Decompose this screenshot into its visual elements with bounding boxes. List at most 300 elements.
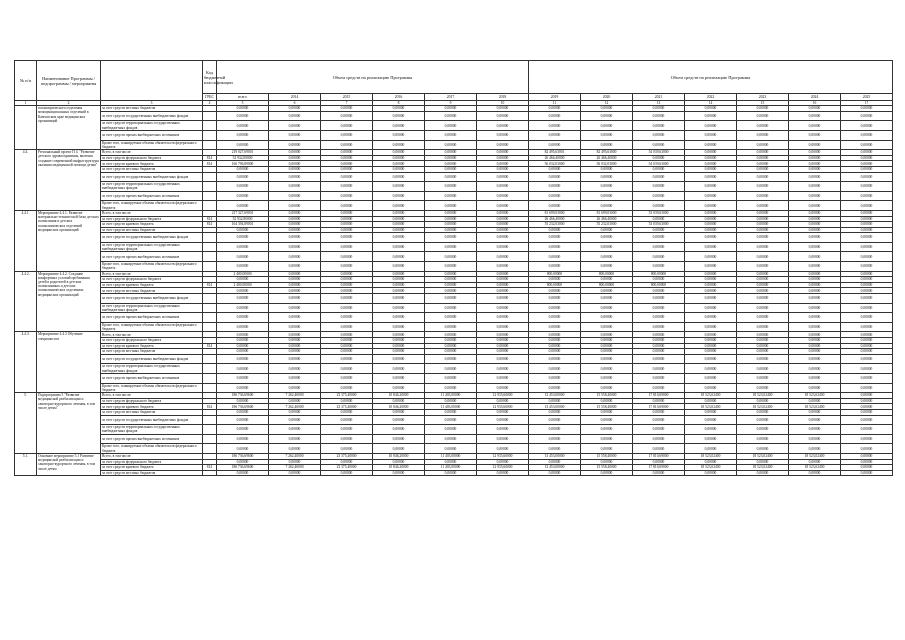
row-value: 0,00000 (373, 434, 425, 444)
header-total: всего (217, 94, 269, 101)
row-value: 56 032,03000 (529, 161, 581, 167)
row-value: 0,00000 (581, 364, 633, 374)
row-value: 11 403,00000 (425, 453, 477, 459)
row-value: 0,00000 (685, 130, 737, 140)
row-value: 0,00000 (685, 227, 737, 233)
row-program-name: Мероприятие 4.4.1. Развитие материально-технической базы детских поликлиник и детских поликлинических отделений медицинских организаций (37, 210, 101, 271)
row-value: 0,00000 (425, 332, 477, 338)
row-value: 0,00000 (269, 227, 321, 233)
row-value: 0,00000 (425, 155, 477, 161)
row-value: 0,00000 (529, 252, 581, 262)
row-value: 0,00000 (217, 262, 269, 272)
row-value: 0,00000 (217, 338, 269, 344)
row-value: 0,00000 (685, 282, 737, 288)
row-value: 0,00000 (269, 434, 321, 444)
row-value: 0,00000 (737, 364, 789, 374)
row-funding-source: за счет средств местных бюджетов (101, 288, 203, 294)
row-value: 0,00000 (373, 262, 425, 272)
row-value: 0,00000 (789, 121, 841, 131)
row-value: 0,00000 (217, 130, 269, 140)
row-value: 0,00000 (477, 222, 529, 228)
row-value: 0,00000 (737, 161, 789, 167)
row-funding-source: за счет средств местных бюджетов (101, 166, 203, 172)
header-year: 2021 (633, 94, 685, 101)
row-value: 0,00000 (321, 252, 373, 262)
row-value: 0,00000 (321, 166, 373, 172)
row-value: 0,00000 (217, 172, 269, 182)
row-value: 17 810,69000 (633, 465, 685, 471)
row-grbs (203, 470, 217, 476)
row-value: 52 932,80000 (217, 216, 269, 222)
row-value: 0,00000 (269, 288, 321, 294)
header-year: 2022 (685, 94, 737, 101)
row-value: 11 403,00000 (425, 465, 477, 471)
row-value: 0,00000 (217, 313, 269, 323)
row-grbs (203, 434, 217, 444)
row-value: 0,00000 (477, 294, 529, 304)
row-funding-source: за счет средств прочих внебюджетных источников (101, 191, 203, 201)
header-name: Наименование Программы / подпрограммы / мероприятия (37, 61, 101, 101)
row-value: 0,00000 (581, 233, 633, 243)
row-grbs (203, 201, 217, 211)
row-value: 0,00000 (425, 415, 477, 425)
row-value: 0,00000 (581, 172, 633, 182)
row-value: 0,00000 (373, 338, 425, 344)
row-value: 0,00000 (789, 150, 841, 156)
row-value: 0,00000 (789, 322, 841, 332)
row-value: 0,00000 (633, 288, 685, 294)
row-value: 0,00000 (217, 409, 269, 415)
row-value: 0,00000 (425, 140, 477, 150)
row-value: 0,00000 (529, 409, 581, 415)
table-row (15, 322, 893, 332)
row-value: 0,00000 (841, 364, 893, 374)
row-grbs (203, 364, 217, 374)
row-value: 0,00000 (789, 191, 841, 201)
table-row (15, 444, 893, 454)
row-value: 0,00000 (737, 398, 789, 404)
row-value: 2 400,00000 (217, 282, 269, 288)
row-value: 0,00000 (373, 409, 425, 415)
table-row (15, 354, 893, 364)
row-value: 0,00000 (477, 227, 529, 233)
row-value: 186 736,69600 (217, 404, 269, 410)
row-value: 164 394,89001 (217, 222, 269, 228)
row-value: 0,00000 (373, 106, 425, 112)
row-value: 18 523,02400 (737, 393, 789, 399)
row-value: 0,00000 (581, 166, 633, 172)
row-value: 0,00000 (685, 140, 737, 150)
row-value: 0,00000 (633, 343, 685, 349)
table-row (15, 161, 893, 167)
row-value: 0,00000 (477, 252, 529, 262)
row-grbs: 814 (203, 161, 217, 167)
row-value: 0,00000 (529, 233, 581, 243)
row-value: 0,00000 (477, 303, 529, 313)
row-value: 800,00000 (633, 271, 685, 277)
row-value: 0,00000 (633, 349, 685, 355)
row-value: 0,00000 (425, 303, 477, 313)
row-value: 0,00000 (841, 106, 893, 112)
row-value: 0,00000 (581, 262, 633, 272)
row-value: 0,00000 (269, 322, 321, 332)
row-value: 0,00000 (529, 354, 581, 364)
row-value: 18 523,02400 (685, 453, 737, 459)
row-value: 0,00000 (789, 155, 841, 161)
row-value: 0,00000 (477, 383, 529, 393)
row-value: 0,00000 (425, 161, 477, 167)
row-value: 0,00000 (581, 349, 633, 355)
row-value: 0,00000 (217, 470, 269, 476)
row-funding-source: за счет средств территориальных государственных внебюджетных фондов (101, 182, 203, 192)
row-value: 0,00000 (477, 271, 529, 277)
row-value: 0,00000 (789, 354, 841, 364)
row-value: 0,00000 (373, 282, 425, 288)
row-value: 186 736,69600 (217, 453, 269, 459)
row-value: 0,00000 (477, 434, 529, 444)
row-value: 0,00000 (269, 172, 321, 182)
row-value: 0,00000 (425, 282, 477, 288)
row-value: 0,00000 (581, 322, 633, 332)
row-funding-source: за счет средств территориальных государственных внебюджетных фондов (101, 121, 203, 131)
row-grbs (203, 444, 217, 454)
row-funding-source: Кроме того, планируемые объемы обязательств федерального бюджета (101, 140, 203, 150)
row-value: 0,00000 (841, 444, 893, 454)
row-value: 0,00000 (685, 161, 737, 167)
row-value: 0,00000 (321, 227, 373, 233)
row-value: 7 262,40000 (269, 393, 321, 399)
row-value: 0,00000 (425, 106, 477, 112)
row-value: 0,00000 (789, 288, 841, 294)
row-value: 0,00000 (633, 121, 685, 131)
row-grbs: 814 (203, 404, 217, 410)
row-value: 0,00000 (321, 398, 373, 404)
row-value: 0,00000 (789, 166, 841, 172)
row-funding-source: за счет средств федерального бюджета (101, 398, 203, 404)
row-value: 0,00000 (373, 303, 425, 313)
row-value: 0,00000 (737, 182, 789, 192)
row-value: 0,00000 (737, 294, 789, 304)
row-value: 0,00000 (633, 106, 685, 112)
row-value: 18 523,02400 (789, 465, 841, 471)
row-value: 0,00000 (321, 338, 373, 344)
row-value: 0,00000 (373, 343, 425, 349)
row-value: 0,00000 (633, 277, 685, 283)
row-value: 0,00000 (841, 227, 893, 233)
row-value: 0,00000 (581, 415, 633, 425)
table-row (15, 282, 893, 288)
row-value: 0,00000 (581, 140, 633, 150)
row-value: 0,00000 (269, 303, 321, 313)
row-value: 0,00000 (477, 343, 529, 349)
row-value: 11 403,00000 (425, 393, 477, 399)
row-value: 7 262,40000 (269, 465, 321, 471)
row-value: 0,00000 (321, 111, 373, 121)
row-value: 0,00000 (789, 343, 841, 349)
row-value: 0,00000 (789, 216, 841, 222)
row-value: 53 039,63000 (633, 210, 685, 216)
row-value: 0,00000 (685, 111, 737, 121)
row-value: 0,00000 (321, 415, 373, 425)
row-value: 0,00000 (789, 313, 841, 323)
row-value: 0,00000 (529, 303, 581, 313)
row-value: 0,00000 (841, 150, 893, 156)
row-value: 0,00000 (581, 242, 633, 252)
row-value: 0,00000 (425, 252, 477, 262)
row-value: 0,00000 (321, 343, 373, 349)
header-group-a: Объем средств на реализацию Программы (217, 61, 529, 94)
row-value: 0,00000 (269, 338, 321, 344)
row-value: 0,00000 (217, 354, 269, 364)
row-value: 12 935,60000 (477, 453, 529, 459)
row-value: 0,00000 (737, 313, 789, 323)
row-value: 10 846,20000 (373, 393, 425, 399)
row-value: 18 523,02400 (789, 453, 841, 459)
row-value: 0,00000 (477, 140, 529, 150)
row-value: 12 935,60000 (477, 393, 529, 399)
row-value: 0,00000 (425, 166, 477, 172)
row-funding-source: Кроме того, планируемые объемы обязательств федерального бюджета (101, 383, 203, 393)
row-value: 0,00000 (269, 398, 321, 404)
row-value: 0,00000 (477, 354, 529, 364)
row-value: 0,00000 (477, 425, 529, 435)
row-grbs (203, 294, 217, 304)
row-grbs: 814 (203, 216, 217, 222)
row-value: 0,00000 (321, 161, 373, 167)
row-value: 0,00000 (217, 434, 269, 444)
row-funding-source: за счет средств краевого бюджета (101, 282, 203, 288)
header-col-number: 14 (685, 101, 737, 106)
row-value: 0,00000 (217, 303, 269, 313)
row-value: 0,00000 (269, 242, 321, 252)
row-value: 0,00000 (321, 409, 373, 415)
row-value: 0,00000 (581, 182, 633, 192)
row-grbs: 814 (203, 465, 217, 471)
row-value: 0,00000 (841, 262, 893, 272)
row-value: 15 558,40000 (581, 453, 633, 459)
table-row (15, 364, 893, 374)
row-value: 0,00000 (737, 222, 789, 228)
row-index: 4.4. (15, 150, 37, 211)
row-value: 0,00000 (373, 398, 425, 404)
row-value: 0,00000 (529, 262, 581, 272)
row-grbs (203, 354, 217, 364)
row-value: 0,00000 (737, 459, 789, 465)
row-funding-source: Всего, в том числе: (101, 150, 203, 156)
table-row (15, 222, 893, 228)
row-value: 0,00000 (789, 303, 841, 313)
row-value: 0,00000 (581, 191, 633, 201)
row-value: 0,00000 (269, 182, 321, 192)
row-value: 0,00000 (529, 415, 581, 425)
table-row (15, 252, 893, 262)
row-value: 0,00000 (269, 332, 321, 338)
row-value: 0,00000 (217, 459, 269, 465)
row-value: 0,00000 (321, 282, 373, 288)
row-value: 0,00000 (737, 216, 789, 222)
budget-table-page (14, 60, 892, 476)
row-value: 0,00000 (269, 106, 321, 112)
row-value: 0,00000 (529, 425, 581, 435)
row-value: 800,00000 (633, 282, 685, 288)
row-value: 0,00000 (269, 216, 321, 222)
row-value: 0,00000 (373, 111, 425, 121)
row-value: 0,00000 (425, 111, 477, 121)
row-value: 0,00000 (269, 191, 321, 201)
row-value: 0,00000 (217, 277, 269, 283)
row-value: 0,00000 (321, 140, 373, 150)
row-value: 166 796,89000 (217, 161, 269, 167)
row-value: 0,00000 (841, 191, 893, 201)
row-value: 0,00000 (685, 182, 737, 192)
row-value: 0,00000 (841, 277, 893, 283)
row-value: 0,00000 (529, 242, 581, 252)
row-funding-source: Кроме того, планируемые объемы обязательств федерального бюджета (101, 201, 203, 211)
row-value: 0,00000 (269, 383, 321, 393)
header-col-number: 3 (101, 101, 203, 106)
row-value: 0,00000 (581, 106, 633, 112)
row-value: 0,00000 (581, 294, 633, 304)
row-index: 5.1. (15, 453, 37, 475)
row-value: 0,00000 (789, 338, 841, 344)
row-value: 186 736,69600 (217, 465, 269, 471)
row-grbs (203, 262, 217, 272)
row-value: 17 810,69000 (633, 404, 685, 410)
row-funding-source: за счет средств местных бюджетов (101, 409, 203, 415)
row-funding-source: за счет средств федерального бюджета (101, 155, 203, 161)
row-funding-source: за счет средств краевого бюджета (101, 222, 203, 228)
row-value: 0,00000 (477, 161, 529, 167)
row-value: 0,00000 (529, 140, 581, 150)
row-value: 26 466,40000 (581, 216, 633, 222)
row-value: 0,00000 (581, 373, 633, 383)
row-value: 0,00000 (841, 313, 893, 323)
row-value: 0,00000 (529, 338, 581, 344)
row-grbs (203, 130, 217, 140)
row-value: 18 523,02400 (685, 465, 737, 471)
row-value: 0,00000 (685, 191, 737, 201)
row-value: 0,00000 (269, 111, 321, 121)
row-value: 0,00000 (373, 425, 425, 435)
row-value: 0,00000 (841, 233, 893, 243)
row-value: 0,00000 (373, 172, 425, 182)
row-value: 0,00000 (581, 470, 633, 476)
row-value: 0,00000 (425, 343, 477, 349)
row-value: 26 466,40000 (529, 216, 581, 222)
row-value: 0,00000 (737, 201, 789, 211)
row-value: 0,00000 (373, 277, 425, 283)
row-value: 54 039,63000 (633, 161, 685, 167)
table-row (15, 404, 893, 410)
row-value: 0,00000 (477, 172, 529, 182)
row-value: 0,00000 (737, 166, 789, 172)
row-value: 0,00000 (633, 166, 685, 172)
row-value: 0,00000 (477, 409, 529, 415)
row-value: 0,00000 (425, 227, 477, 233)
row-value: 0,00000 (477, 288, 529, 294)
row-value: 0,00000 (217, 383, 269, 393)
row-value: 0,00000 (529, 294, 581, 304)
row-funding-source: Кроме того, планируемые объемы обязательств федерального бюджета (101, 322, 203, 332)
row-value: 800,00000 (581, 271, 633, 277)
row-value: 0,00000 (217, 233, 269, 243)
row-value: 0,00000 (321, 383, 373, 393)
row-value: 0,00000 (425, 277, 477, 283)
row-value: 0,00000 (529, 364, 581, 374)
row-funding-source: за счет средств государственных внебюджетных фондов (101, 111, 203, 121)
row-value: 0,00000 (477, 338, 529, 344)
row-value: 0,00000 (425, 434, 477, 444)
row-value: 0,00000 (373, 150, 425, 156)
row-value: 0,00000 (529, 444, 581, 454)
row-value: 0,00000 (737, 172, 789, 182)
row-value: 0,00000 (841, 111, 893, 121)
row-value: 0,00000 (217, 322, 269, 332)
row-value: 0,00000 (321, 271, 373, 277)
row-value: 800,00000 (581, 282, 633, 288)
row-funding-source: Кроме того, планируемые объемы обязательств федерального бюджета (101, 444, 203, 454)
row-value: 0,00000 (373, 373, 425, 383)
table-row (15, 191, 893, 201)
header-col-number: 17 (841, 101, 893, 106)
row-value: 0,00000 (581, 444, 633, 454)
row-value: 0,00000 (841, 434, 893, 444)
header-col-number: 7 (321, 101, 373, 106)
row-value: 0,00000 (217, 106, 269, 112)
row-value: 0,00000 (789, 201, 841, 211)
row-value: 0,00000 (581, 459, 633, 465)
row-funding-source: Кроме того, планируемые объемы обязательств федерального бюджета (101, 262, 203, 272)
row-grbs (203, 182, 217, 192)
row-value: 0,00000 (269, 459, 321, 465)
row-value: 18 523,02400 (737, 404, 789, 410)
row-value: 0,00000 (217, 349, 269, 355)
row-value: 0,00000 (633, 191, 685, 201)
row-value: 0,00000 (425, 425, 477, 435)
row-value: 0,00000 (685, 155, 737, 161)
row-value: 0,00000 (425, 271, 477, 277)
row-value: 0,00000 (477, 398, 529, 404)
row-value: 0,00000 (529, 459, 581, 465)
row-value: 0,00000 (633, 233, 685, 243)
row-value: 0,00000 (217, 252, 269, 262)
row-value: 0,00000 (581, 434, 633, 444)
row-value: 0,00000 (581, 303, 633, 313)
row-value: 0,00000 (581, 111, 633, 121)
row-value: 0,00000 (789, 444, 841, 454)
row-value: 10 846,20000 (373, 404, 425, 410)
row-value: 0,00000 (841, 383, 893, 393)
row-value: 0,00000 (269, 470, 321, 476)
row-value: 0,00000 (217, 242, 269, 252)
row-value: 0,00000 (685, 288, 737, 294)
row-value: 0,00000 (737, 425, 789, 435)
row-value: 0,00000 (841, 425, 893, 435)
table-row (15, 182, 893, 192)
row-value: 0,00000 (217, 140, 269, 150)
row-value: 0,00000 (529, 343, 581, 349)
row-value: 0,00000 (789, 271, 841, 277)
row-value: 0,00000 (841, 453, 893, 459)
header-col-number: 5 (217, 101, 269, 106)
row-value: 0,00000 (789, 130, 841, 140)
row-value: 23 375,40000 (321, 393, 373, 399)
row-value: 0,00000 (789, 398, 841, 404)
header-col-number: 15 (737, 101, 789, 106)
row-value: 0,00000 (841, 332, 893, 338)
row-value: 0,00000 (321, 191, 373, 201)
row-value: 15 558,40000 (581, 465, 633, 471)
